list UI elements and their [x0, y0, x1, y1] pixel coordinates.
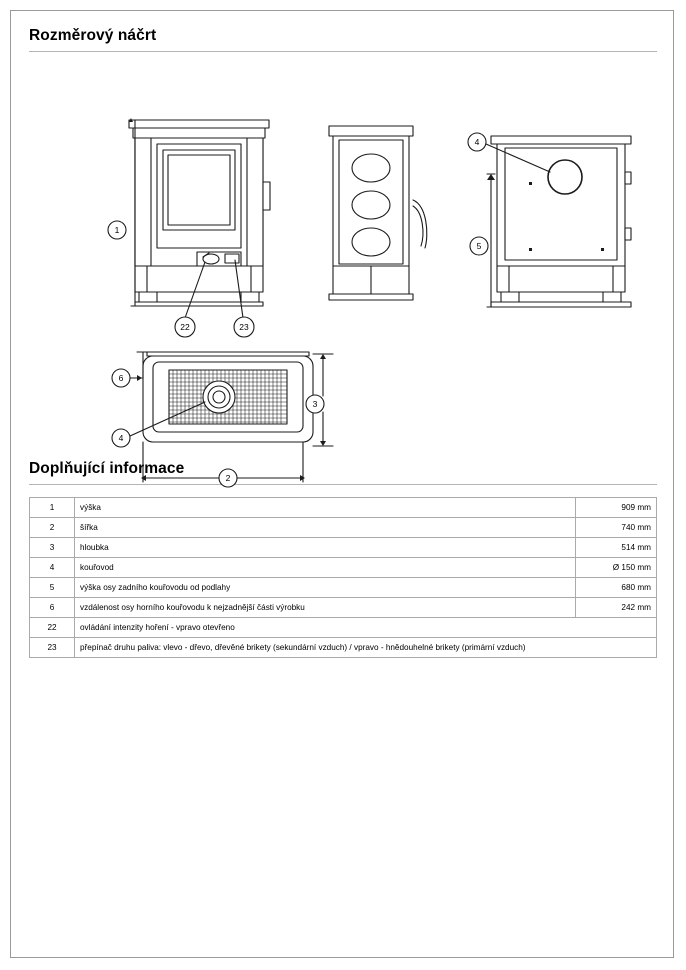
- info-table: [29, 497, 657, 658]
- row-index: 5: [30, 578, 75, 598]
- row-index: 22: [30, 618, 75, 638]
- callout-label-4-top: 4: [474, 137, 480, 147]
- row-index: 2: [30, 518, 75, 538]
- row-description: hloubka: [75, 538, 576, 558]
- top-view: [143, 352, 313, 442]
- callout-5-group: [470, 174, 495, 307]
- side-view: [329, 126, 427, 300]
- table-row: [30, 638, 657, 658]
- callout-label-3: 3: [312, 399, 318, 409]
- table-row: [30, 558, 657, 578]
- section-title-additional-info: Doplňující informace: [29, 460, 185, 477]
- row-description: výška: [75, 498, 576, 518]
- row-description: výška osy zadního kouřovodu od podlahy: [75, 578, 576, 598]
- info-table-wrap: [29, 497, 657, 658]
- row-description: šířka: [75, 518, 576, 538]
- callout-label-1: 1: [114, 225, 120, 235]
- row-description: ovládání intenzity hoření - vpravo otevřeno: [75, 618, 657, 638]
- callout-label-23: 23: [239, 322, 249, 332]
- row-index: 1: [30, 498, 75, 518]
- callout-label-6: 6: [118, 373, 124, 383]
- table-row: [30, 598, 657, 618]
- row-description: vzdálenost osy horního kouřovodu k nejzadnější části výrobku: [75, 598, 576, 618]
- row-index: 4: [30, 558, 75, 578]
- row-description: přepínač druhu paliva: vlevo - dřevo, dřevěné brikety (sekundární vzduch) / vpravo - hnědouhelné brikety (primární vzduch): [75, 638, 657, 658]
- callout-1-group: [108, 118, 139, 306]
- table-row: [30, 578, 657, 598]
- row-value: 242 mm: [576, 598, 657, 618]
- callout-label-5: 5: [476, 241, 482, 251]
- title-divider-2: [29, 484, 657, 485]
- section-title-dimensional-sketch: Rozměrový náčrt: [29, 27, 157, 44]
- table-row: [30, 618, 657, 638]
- row-value: Ø 150 mm: [576, 558, 657, 578]
- info-table-body: [30, 498, 657, 658]
- table-row: [30, 498, 657, 518]
- document-page: [10, 10, 674, 958]
- row-index: 23: [30, 638, 75, 658]
- row-value: 909 mm: [576, 498, 657, 518]
- callout-label-4-bottom: 4: [118, 433, 124, 443]
- row-value: 514 mm: [576, 538, 657, 558]
- row-index: 3: [30, 538, 75, 558]
- row-value: 740 mm: [576, 518, 657, 538]
- callout-label-2: 2: [225, 473, 231, 483]
- title-divider-1: [29, 51, 657, 52]
- row-value: 680 mm: [576, 578, 657, 598]
- callout-label-22: 22: [180, 322, 190, 332]
- rear-view: [491, 136, 631, 307]
- table-row: [30, 538, 657, 558]
- row-description: kouřovod: [75, 558, 576, 578]
- table-row: [30, 518, 657, 538]
- page-content: [29, 27, 657, 658]
- row-index: 6: [30, 598, 75, 618]
